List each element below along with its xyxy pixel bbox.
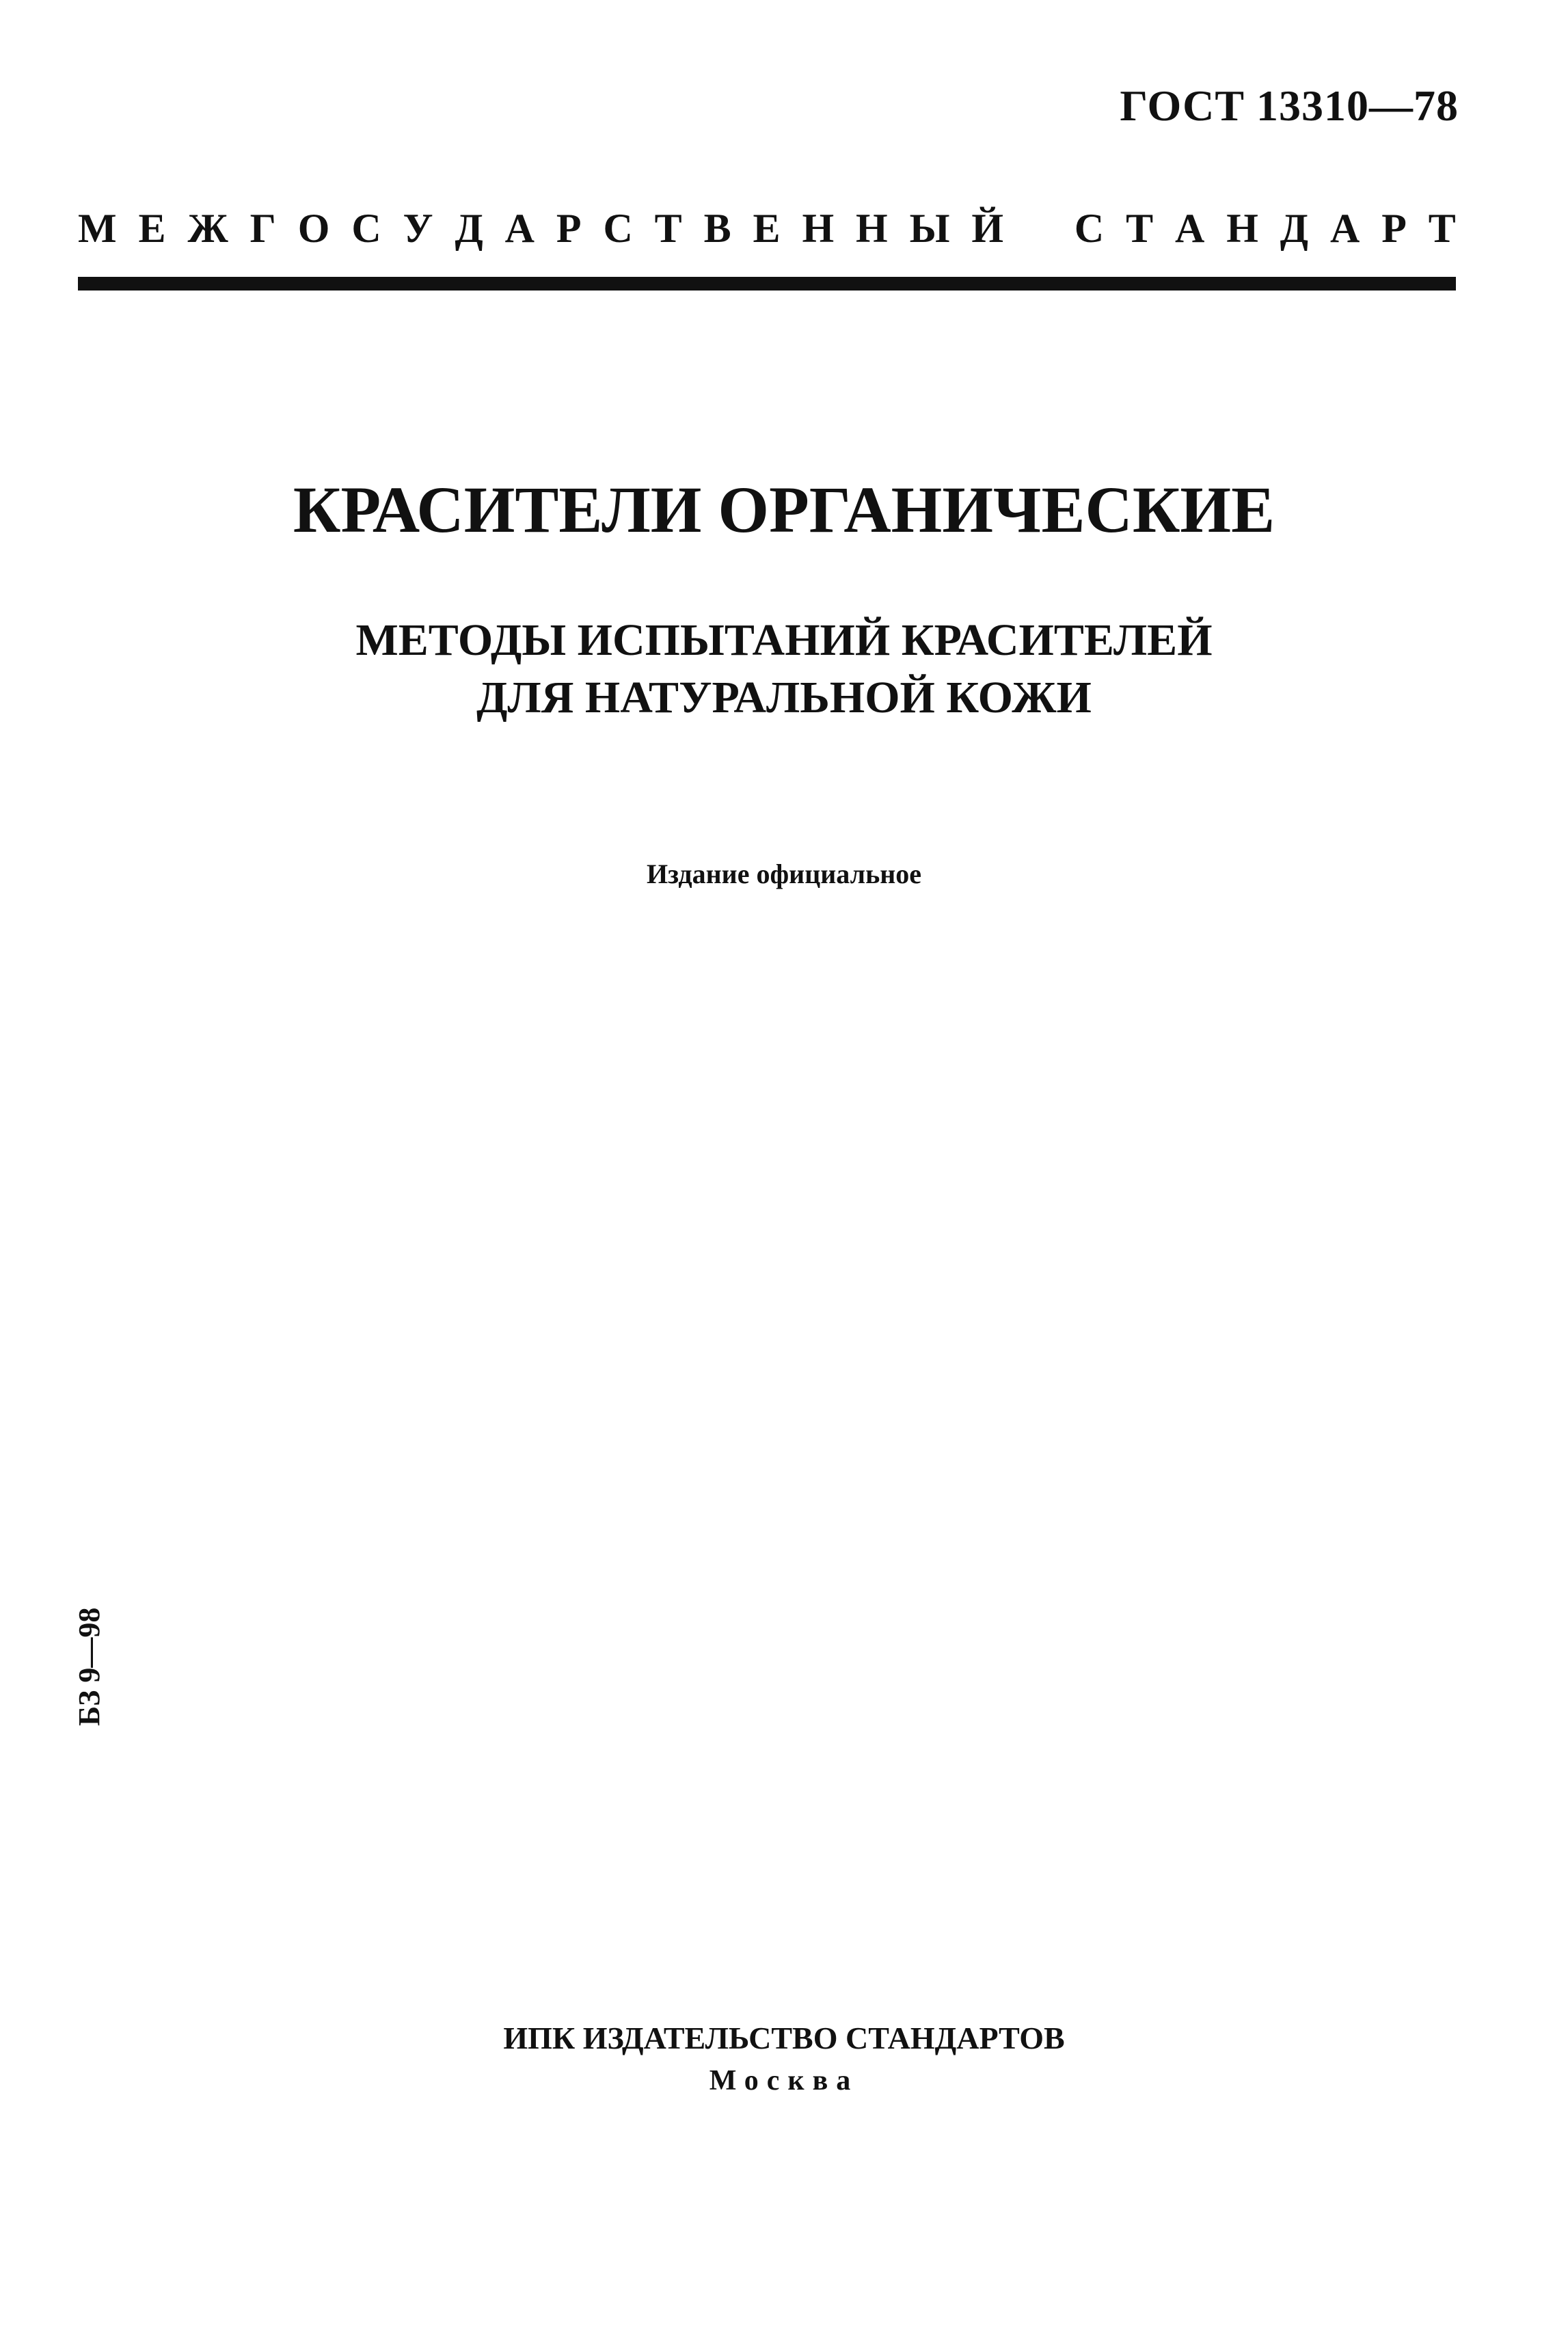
header-letter: Н [1226, 206, 1258, 251]
header-letter: У [403, 206, 433, 251]
main-title: КРАСИТЕЛИ ОРГАНИЧЕСКИЕ [293, 473, 1275, 546]
header-letter: А [1329, 206, 1360, 251]
header-letter: С [351, 206, 381, 251]
header-letter: Т [1126, 206, 1154, 251]
header-letter: Ы [909, 206, 950, 251]
publisher: ИПК ИЗДАТЕЛЬСТВО СТАНДАРТОВ [503, 2021, 1065, 2055]
subtitle [0, 612, 1568, 727]
subtitle-line: МЕТОДЫ ИСПЫТАНИЙ КРАСИТЕЛЕЙ [355, 615, 1213, 665]
header-letter: Н [802, 206, 835, 251]
header-rule [78, 277, 1456, 291]
header-letter: А [504, 206, 535, 251]
header-letter: Е [753, 206, 781, 251]
header-letter: Т [1428, 206, 1456, 251]
publisher-city: Москва [709, 2065, 859, 2096]
header-letter: Н [856, 206, 888, 251]
header-letter: А [1174, 206, 1205, 251]
header-letter: О [297, 206, 330, 251]
header-letter: М [78, 206, 117, 251]
header-word-gap [1025, 205, 1053, 252]
header-letter: С [603, 206, 633, 251]
header-letter: Й [971, 206, 1004, 251]
header-letter: Р [1381, 206, 1407, 251]
header-letter: Г [249, 206, 276, 251]
header-letter: Р [556, 206, 582, 251]
header-letter: Т [654, 206, 682, 251]
header-letter: В [703, 206, 731, 251]
header-letter: С [1074, 206, 1105, 251]
gost-number: ГОСТ 13310—78 [1120, 81, 1459, 130]
header-letter: Ж [187, 206, 228, 251]
header-letter: Д [455, 206, 483, 251]
edition-label: Издание официальное [646, 859, 922, 889]
header-letter: Е [138, 206, 166, 251]
subtitle-line: ДЛЯ НАТУРАЛЬНОЙ КОЖИ [476, 673, 1092, 723]
header-letter: Д [1280, 206, 1309, 251]
standard-header [78, 205, 1456, 252]
side-code: БЗ 9—98 [72, 1607, 106, 1726]
